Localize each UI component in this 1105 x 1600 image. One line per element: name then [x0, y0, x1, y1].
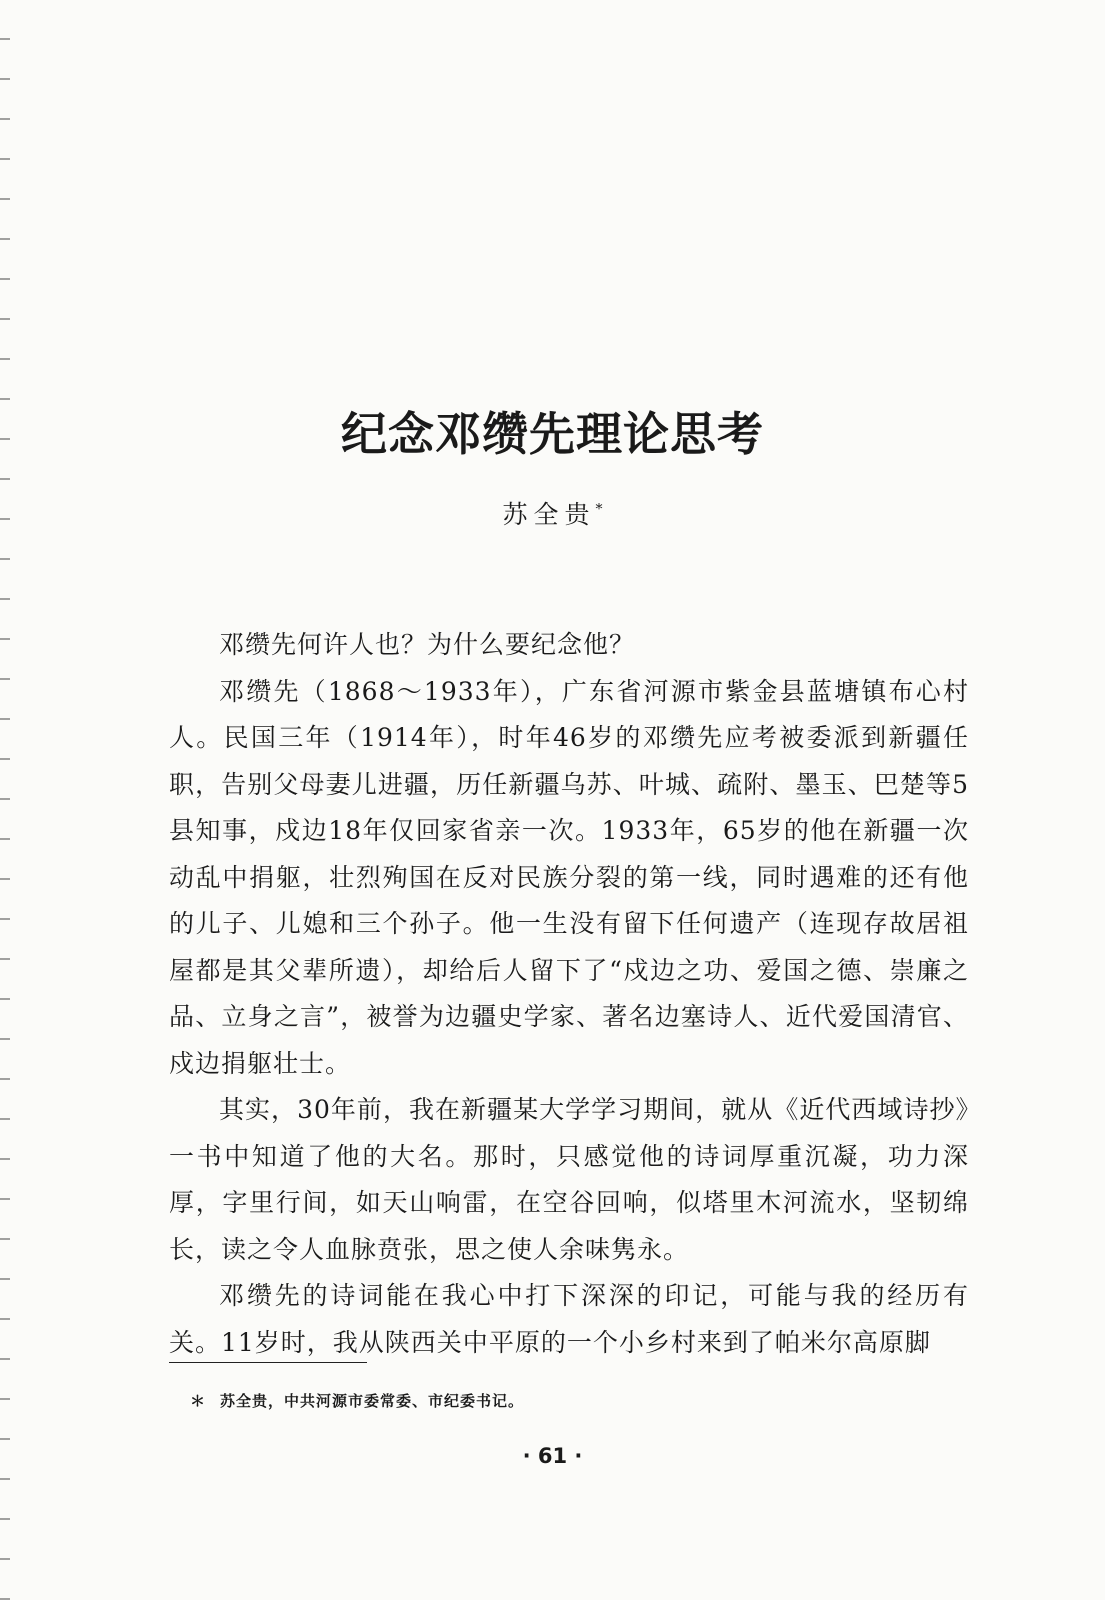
paragraph: 邓缵先何许人也？为什么要纪念他？ [219, 630, 636, 659]
paragraph: 邓缵先（1868～1933年），广东省河源市紫金县蓝塘镇布心村人。民国三年（1914年），时年46岁的邓缵先应考被委派到新疆任职，告别父母妻儿进疆，历任新疆乌苏、叶城、疏附、墨玉、巴楚等5县知事，戍边18年仅回家省亲一次。1933年，65岁的他在新疆一次动乱中捐躯，壮烈殉国在反对民族分裂的第一线，同时遇难的还有他的儿子、儿媳和三个孙子。他一生没有留下任何遗产（连现存故居祖屋都是其父辈所遗），却给后人留下了“戍边之功、爱国之德、崇廉之品、立身之言”，被誉为边疆史学家、著名边塞诗人、近代爱国清官、戍边捐躯壮士。 [169, 676, 969, 1078]
page-number: · 61 · [522, 1444, 583, 1468]
author-name: 苏全贵 [502, 500, 596, 529]
article-body [169, 622, 969, 1366]
binding-edge [0, 0, 10, 1600]
paragraph: 邓缵先的诗词能在我心中打下深深的印记，可能与我的经历有关。11岁时，我从陕西关中平原的一个小乡村来到了帕米尔高原脚 [169, 1281, 969, 1357]
article-author [0, 495, 1105, 531]
footnote-mark: ＊ [190, 1392, 207, 1410]
article-title: 纪念邓缵先理论思考 [341, 407, 764, 461]
paragraph: 其实，30年前，我在新疆某大学学习期间，就从《近代西域诗抄》一书中知道了他的大名。那时，只感觉他的诗词厚重沉凝，功力深厚，字里行间，如天山响雷，在空谷回响，似塔里木河流水，坚韧绵长，读之令人血脉贲张，思之使人余味隽永。 [169, 1095, 969, 1264]
footnote [190, 1390, 524, 1411]
footnote-divider [169, 1362, 367, 1363]
author-footnote-mark: * [595, 501, 603, 518]
footnote-text: 苏全贵，中共河源市委常委、市纪委书记。 [220, 1392, 525, 1410]
